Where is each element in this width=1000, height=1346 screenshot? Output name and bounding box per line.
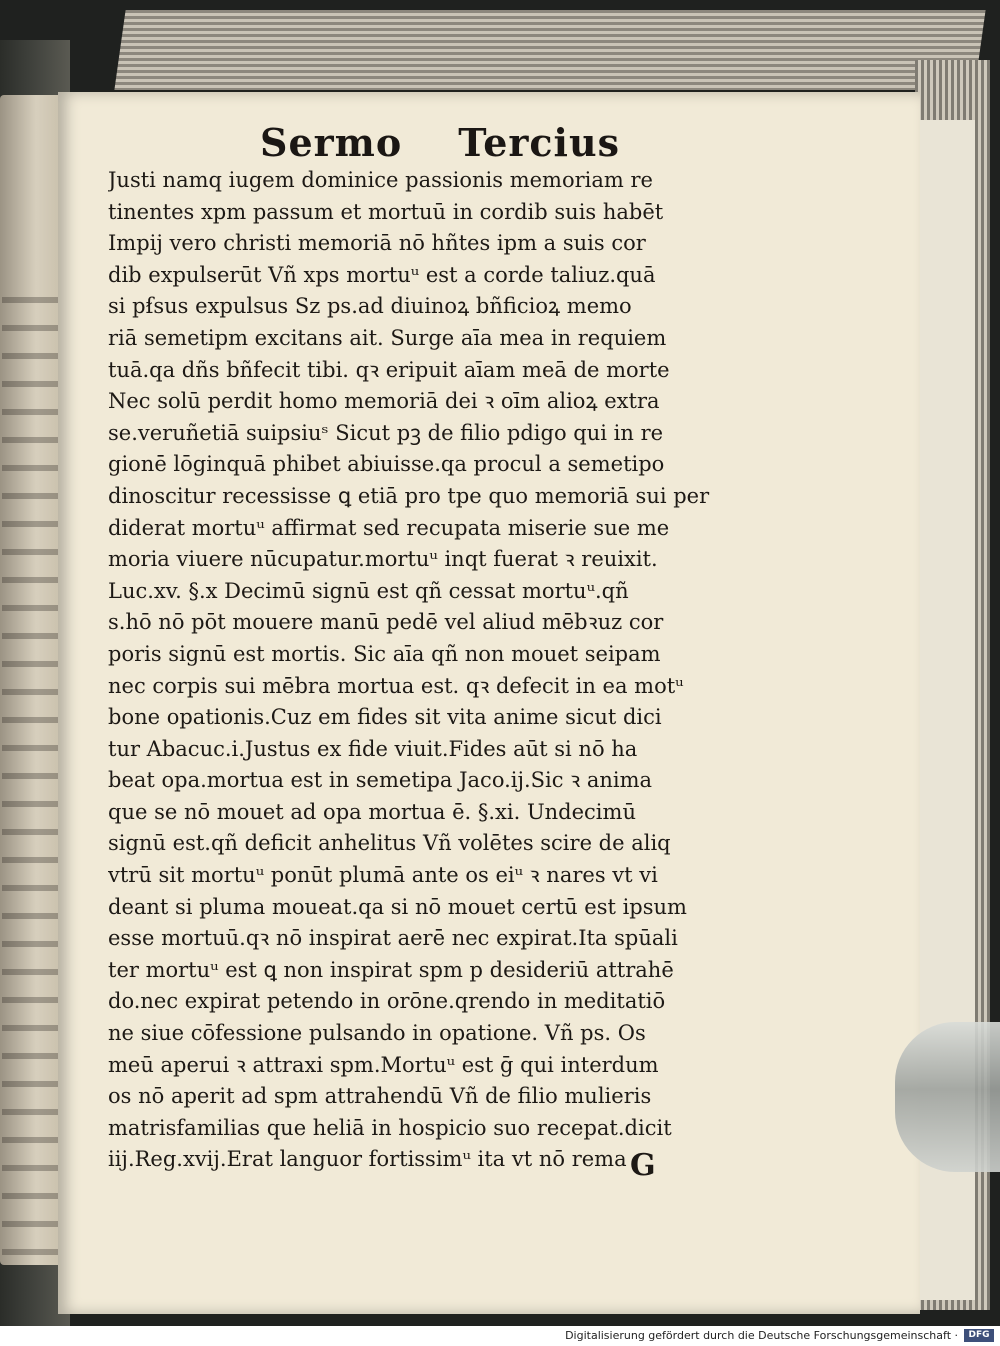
text-line: moria viuere nūcupatur.mortuᵘ inqt fuerat ꝛ reuixit. bbox=[108, 547, 658, 572]
text-line: dinoscitur recessisse ꝗ etiā pro tpe quo memoriā sui per bbox=[108, 483, 710, 508]
text-line: riā semetipm excitans ait. Surge aīa mea in requiem bbox=[108, 325, 667, 350]
footer-bar bbox=[0, 1326, 1000, 1346]
text-line: Impij vero christi memoriā nō hñtes ipm a suis cor bbox=[108, 231, 646, 256]
text-line: signū est.qñ deficit anhelitus Vñ volētes scire de aliq bbox=[108, 831, 671, 856]
text-line: vtrū sit mortuᵘ ponūt plumā ante os eiᵘ ꝛ nares vt vi bbox=[108, 863, 658, 888]
text-line: os nō aperit ad spm attrahendū Vñ de filio mulieris bbox=[108, 1084, 652, 1109]
text-line: nec corpis sui mēbra mortua est. qꝛ defecit in ea motᵘ bbox=[108, 673, 684, 698]
footer-credit: Digitalisierung gefördert durch die Deutsche Forschungsgemeinschaft · bbox=[565, 1329, 958, 1342]
text-line: diderat mortuᵘ affirmat sed recupata miserie sue me bbox=[108, 515, 670, 540]
text-line: poris signū est mortis. Sic aīa qñ non mouet seipam bbox=[108, 641, 661, 666]
text-line: iij.Reg.xvij.Erat languor fortissimᵘ ita vt nō rema bbox=[108, 1147, 627, 1172]
body-text bbox=[108, 165, 768, 1176]
text-line: si pẜsus expulsus Sz ps.ad diuinoꝝ bñficioꝝ memo bbox=[108, 294, 632, 319]
page-clip bbox=[895, 1022, 1000, 1172]
text-line: meū aperui ꝛ attraxi spm.Mortuᵘ est ḡ qui interdum bbox=[108, 1052, 659, 1077]
text-line: Luc.xv. §.x Decimū signū est qñ cessat mortuᵘ.qñ bbox=[108, 578, 629, 603]
heading-word-tercius: Tercius bbox=[458, 120, 620, 165]
heading-word-sermo: Sermo bbox=[260, 120, 403, 165]
text-line: matrisfamilias que heliā in hospicio suo recepat.dicit bbox=[108, 1115, 672, 1140]
text-line: tinentes xpm passum et mortuū in cordib suis habēt bbox=[108, 199, 664, 224]
text-line: do.nec expirat petendo in orōne.qrendo in meditatiō bbox=[108, 989, 666, 1014]
text-line: bone opationis.Cuz em fides sit vita anime sicut dici bbox=[108, 705, 662, 730]
text-line: beat opa.mortua est in semetipa Jaco.ij.Sic ꝛ anima bbox=[108, 768, 653, 793]
text-line: gionē lōginquā phibet abiuisse.qa procul a semetipo bbox=[108, 452, 665, 477]
text-line: s.hō nō pōt mouere manū pedē vel aliud mēbꝛuz cor bbox=[108, 610, 664, 635]
signature-mark: G bbox=[630, 1148, 656, 1183]
text-line: deant si pluma moueat.qa si nō mouet certū est ipsum bbox=[108, 894, 687, 919]
text-line: ter mortuᵘ est ꝗ non inspirat spm p desideriū attrahē bbox=[108, 957, 674, 982]
dfg-logo: DFG bbox=[964, 1329, 994, 1342]
page-heading bbox=[260, 120, 620, 170]
text-line: Nec solū perdit homo memoriā dei ꝛ oīm alioꝝ extra bbox=[108, 389, 660, 414]
text-line: que se nō mouet ad opa mortua ē. §.xi. Undecimū bbox=[108, 799, 636, 824]
page-stack-top-edge bbox=[114, 10, 985, 90]
text-line: tur Abacuc.i.Justus ex fide viuit.Fides aūt si nō ha bbox=[108, 736, 638, 761]
text-line: dib expulserūt Vñ xps mortuᵘ est a corde taliuz.quā bbox=[108, 262, 656, 287]
text-line: esse mortuū.qꝛ nō inspirat aerē nec expirat.Ita spūali bbox=[108, 926, 678, 951]
text-line: ne siue cōfessione pulsando in opatione. Vñ ps. Os bbox=[108, 1021, 646, 1046]
text-line: tuā.qa dñs bñfecit tibi. qꝛ eripuit aīam meā de morte bbox=[108, 357, 670, 382]
text-line: Justi namq iugem dominice passionis memoriam re bbox=[108, 168, 653, 192]
text-line: se.veruñetiā suipsiuˢ Sicut pꝫ de filio pdigo qui in re bbox=[108, 420, 664, 445]
